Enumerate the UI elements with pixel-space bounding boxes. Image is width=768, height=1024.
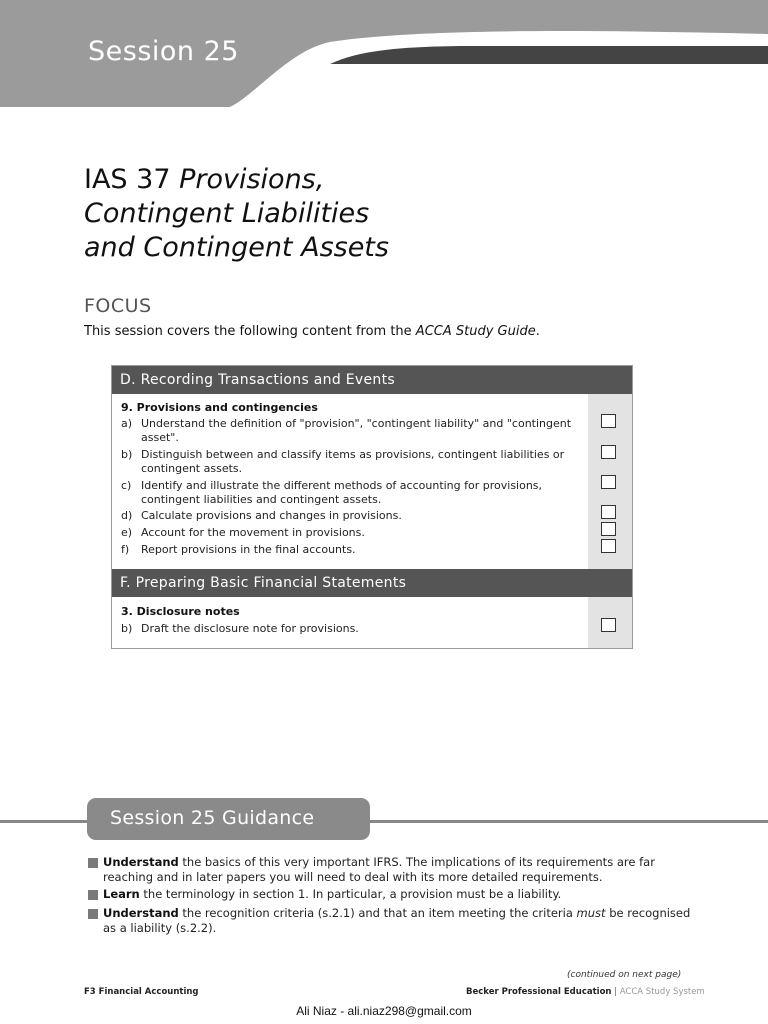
item-text: Account for the movement in provisions. [141, 526, 365, 539]
item-text: Report provisions in the final accounts. [141, 543, 356, 556]
focus-intro [84, 324, 540, 339]
continued-note: (continued on next page) [567, 970, 682, 980]
footer-series: ACCA Study System [619, 987, 705, 997]
focus-intro-guide: ACCA Study Guide [415, 324, 536, 339]
watermark: Ali Niaz - ali.niaz298@gmail.com [296, 1004, 472, 1018]
list-item [121, 448, 576, 476]
footer-separator: | [611, 987, 620, 997]
item-label: a) [121, 417, 133, 430]
list-item [121, 526, 576, 540]
bullet-square-icon [88, 909, 98, 919]
bullet-keyword: Understand [103, 855, 179, 869]
footer-course: F3 Financial Accounting [84, 987, 199, 997]
item-text: Calculate provisions and changes in provisions. [141, 509, 402, 522]
list-item [121, 543, 576, 557]
item-text: Distinguish between and classify items as provisions, contingent liabilities or contingent assets. [141, 448, 565, 475]
item-text: Understand the definition of "provision", "contingent liability" and "contingent asset". [141, 417, 572, 444]
item-label: e) [121, 526, 133, 539]
list-item [121, 622, 576, 636]
bullet-square-icon [88, 858, 98, 868]
focus-heading: FOCUS [84, 295, 152, 317]
guidance-heading: Session 25 Guidance [110, 807, 315, 829]
item-label: d) [121, 509, 133, 522]
bullet-text: the basics of this very important IFRS. The implications of its requirements are far reaching and in later papers you will need to deal with its more detailed requirements. [103, 855, 655, 884]
checkbox-d-d[interactable] [601, 505, 616, 519]
subheading-disclosure: 3. Disclosure notes [121, 605, 240, 618]
checkbox-d-e[interactable] [601, 522, 616, 536]
checkbox-d-c[interactable] [601, 475, 616, 489]
focus-intro-text: This session covers the following content from the [84, 324, 416, 339]
item-label: b) [121, 448, 133, 461]
title-line-2: Contingent Liabilities [84, 198, 370, 229]
title-italic-1: Provisions, [179, 164, 325, 195]
bullet-keyword: Learn [103, 887, 140, 901]
guidance-bullet [88, 855, 700, 885]
bullet-text: the recognition criteria (s.2.1) and that an item meeting the criteria [178, 906, 577, 920]
checkbox-d-b[interactable] [601, 445, 616, 459]
item-text: Draft the disclosure note for provisions. [141, 622, 359, 635]
item-label: c) [121, 479, 132, 492]
bullet-square-icon [88, 890, 98, 900]
title-plain: IAS 37 [84, 164, 180, 195]
list-item [121, 509, 576, 523]
list-item [121, 417, 576, 445]
guidance-bullet [88, 887, 700, 902]
page-title [84, 163, 389, 265]
study-guide-table [111, 365, 633, 649]
title-line-3: and Contingent Assets [84, 232, 389, 263]
bullet-text-end: be recognised as a liability (s.2.2). [103, 906, 691, 935]
guidance-bullet [88, 906, 700, 936]
list-item [121, 479, 576, 507]
bullet-text: the terminology in section 1. In particular, a provision must be a liability. [139, 887, 562, 901]
section-heading-d: D. Recording Transactions and Events [112, 366, 632, 394]
focus-intro-end: . [535, 324, 540, 339]
item-text: Identify and illustrate the different methods of accounting for provisions, contingent liabilities and contingent assets. [141, 479, 543, 506]
item-label: b) [121, 622, 133, 635]
section-heading-f: F. Preparing Basic Financial Statements [112, 569, 632, 597]
footer-publisher [466, 987, 705, 997]
checkbox-d-f[interactable] [601, 539, 616, 553]
session-title: Session 25 [88, 36, 239, 67]
item-label: f) [121, 543, 130, 556]
footer-publisher-name: Becker Professional Education [466, 987, 612, 997]
checkbox-f-b[interactable] [601, 618, 616, 632]
bullet-emphasis: must [576, 906, 606, 920]
checkbox-d-a[interactable] [601, 414, 616, 428]
bullet-keyword: Understand [103, 906, 179, 920]
subheading-provisions: 9. Provisions and contingencies [121, 401, 318, 414]
